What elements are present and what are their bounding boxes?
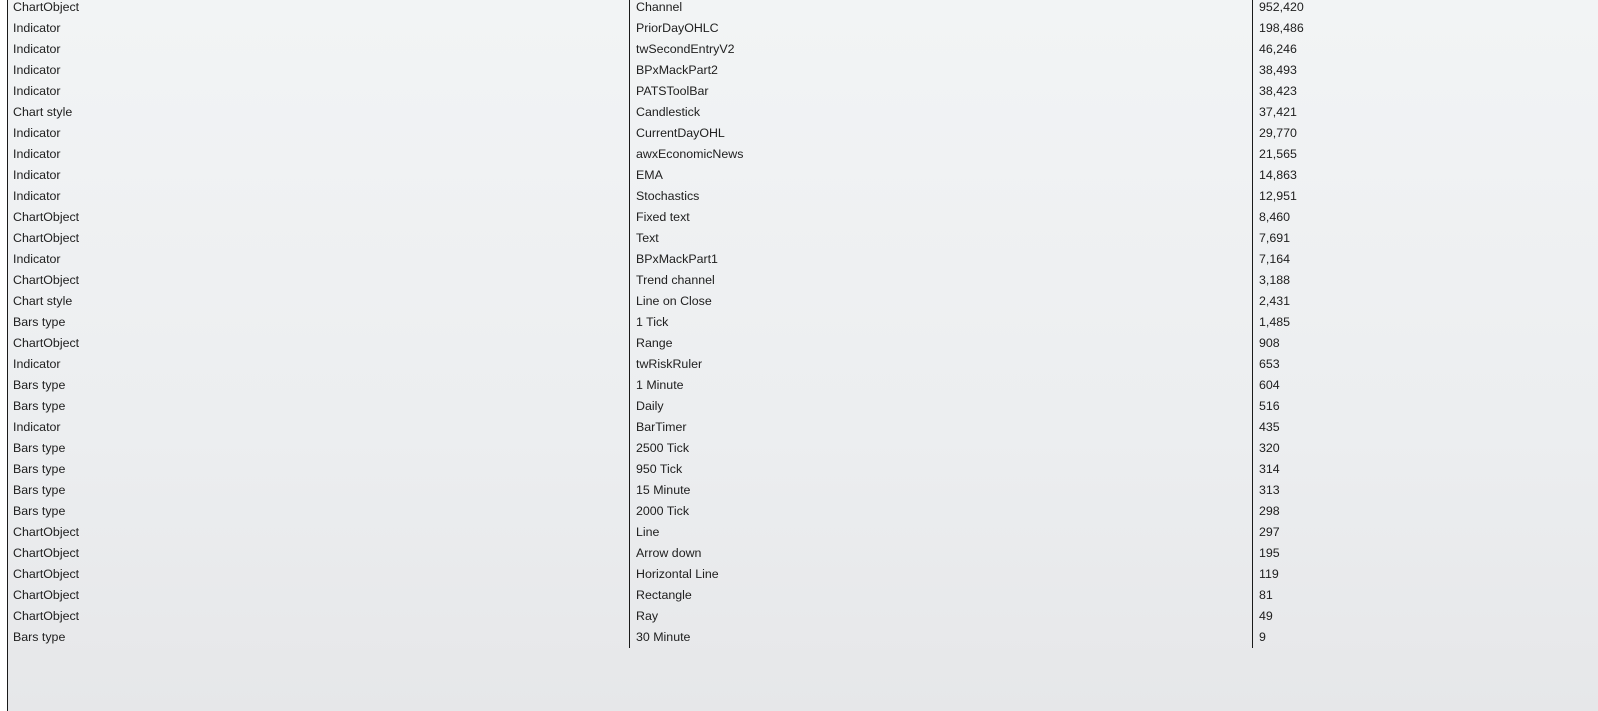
- table-row[interactable]: [8, 501, 1598, 522]
- name-cell: Trend channel: [636, 273, 715, 287]
- type-cell: Indicator: [13, 126, 61, 140]
- type-cell: Indicator: [13, 42, 61, 56]
- count-cell: 119: [1259, 567, 1279, 581]
- count-cell: 1,485: [1259, 315, 1291, 329]
- table-row[interactable]: [8, 18, 1598, 39]
- count-cell: 320: [1259, 441, 1280, 455]
- column-divider-2: [1252, 0, 1253, 648]
- count-cell: 9: [1259, 630, 1266, 644]
- name-cell: 2500 Tick: [636, 441, 690, 455]
- table-row[interactable]: [8, 564, 1598, 585]
- name-cell: 1 Tick: [636, 315, 669, 329]
- type-cell: Chart style: [13, 105, 73, 119]
- count-cell: 297: [1259, 525, 1280, 539]
- table-row[interactable]: [8, 60, 1598, 81]
- type-cell: ChartObject: [13, 210, 80, 224]
- name-cell: Horizontal Line: [636, 567, 719, 581]
- type-cell: Bars type: [13, 462, 66, 476]
- count-cell: 38,493: [1259, 63, 1297, 77]
- count-cell: 14,863: [1259, 168, 1297, 182]
- name-cell: 30 Minute: [636, 630, 691, 644]
- count-cell: 12,951: [1259, 189, 1297, 203]
- count-cell: 908: [1259, 336, 1280, 350]
- table-row[interactable]: [8, 417, 1598, 438]
- table-row[interactable]: [8, 186, 1598, 207]
- type-cell: ChartObject: [13, 231, 80, 245]
- type-cell: ChartObject: [13, 546, 80, 560]
- table-row[interactable]: [8, 627, 1598, 648]
- count-cell: 29,770: [1259, 126, 1297, 140]
- type-cell: ChartObject: [13, 273, 80, 287]
- usage-list-panel[interactable]: [7, 0, 1598, 711]
- table-row[interactable]: [8, 438, 1598, 459]
- name-cell: awxEconomicNews: [636, 147, 744, 161]
- table-row[interactable]: [8, 165, 1598, 186]
- table-row[interactable]: [8, 81, 1598, 102]
- count-cell: 38,423: [1259, 84, 1297, 98]
- table-row[interactable]: [8, 333, 1598, 354]
- type-cell: Bars type: [13, 378, 66, 392]
- count-cell: 516: [1259, 399, 1280, 413]
- name-cell: Text: [636, 231, 659, 245]
- type-cell: ChartObject: [13, 567, 80, 581]
- table-row[interactable]: [8, 249, 1598, 270]
- name-cell: 1 Minute: [636, 378, 684, 392]
- name-cell: Channel: [636, 0, 683, 14]
- count-cell: 7,164: [1259, 252, 1291, 266]
- type-cell: ChartObject: [13, 609, 80, 623]
- type-cell: Bars type: [13, 315, 66, 329]
- table-row[interactable]: [8, 522, 1598, 543]
- count-cell: 49: [1259, 609, 1273, 623]
- count-cell: 7,691: [1259, 231, 1291, 245]
- table-row[interactable]: [8, 459, 1598, 480]
- type-cell: ChartObject: [13, 0, 80, 14]
- table-row[interactable]: [8, 39, 1598, 60]
- table-row[interactable]: [8, 228, 1598, 249]
- type-cell: ChartObject: [13, 336, 80, 350]
- count-cell: 195: [1259, 546, 1280, 560]
- usage-table: [8, 0, 1598, 648]
- count-cell: 81: [1259, 588, 1273, 602]
- type-cell: Bars type: [13, 483, 66, 497]
- count-cell: 2,431: [1259, 294, 1291, 308]
- count-cell: 8,460: [1259, 210, 1291, 224]
- count-cell: 298: [1259, 504, 1280, 518]
- count-cell: 314: [1259, 462, 1280, 476]
- type-cell: Indicator: [13, 63, 61, 77]
- table-row[interactable]: [8, 270, 1598, 291]
- type-cell: Indicator: [13, 420, 61, 434]
- name-cell: Arrow down: [636, 546, 702, 560]
- count-cell: 37,421: [1259, 105, 1297, 119]
- count-cell: 3,188: [1259, 273, 1291, 287]
- name-cell: BarTimer: [636, 420, 687, 434]
- type-cell: Chart style: [13, 294, 73, 308]
- type-cell: Indicator: [13, 84, 61, 98]
- count-cell: 952,420: [1259, 0, 1304, 14]
- table-row[interactable]: [8, 123, 1598, 144]
- table-row[interactable]: [8, 606, 1598, 627]
- table-row[interactable]: [8, 585, 1598, 606]
- table-row[interactable]: [8, 375, 1598, 396]
- table-row[interactable]: [8, 396, 1598, 417]
- name-cell: Line: [636, 525, 660, 539]
- count-cell: 604: [1259, 378, 1280, 392]
- table-row[interactable]: [8, 102, 1598, 123]
- type-cell: Indicator: [13, 252, 61, 266]
- type-cell: Indicator: [13, 168, 61, 182]
- type-cell: Indicator: [13, 357, 61, 371]
- table-row[interactable]: [8, 207, 1598, 228]
- name-cell: twRiskRuler: [636, 357, 703, 371]
- name-cell: Daily: [636, 399, 664, 413]
- name-cell: PATSToolBar: [636, 84, 709, 98]
- type-cell: Bars type: [13, 399, 66, 413]
- type-cell: Bars type: [13, 441, 66, 455]
- name-cell: Range: [636, 336, 673, 350]
- name-cell: twSecondEntryV2: [636, 42, 735, 56]
- type-cell: Bars type: [13, 630, 66, 644]
- table-row[interactable]: [8, 480, 1598, 501]
- table-row[interactable]: [8, 312, 1598, 333]
- count-cell: 313: [1259, 483, 1280, 497]
- type-cell: Indicator: [13, 189, 61, 203]
- type-cell: ChartObject: [13, 525, 80, 539]
- count-cell: 198,486: [1259, 21, 1304, 35]
- name-cell: Fixed text: [636, 210, 690, 224]
- table-row[interactable]: [8, 543, 1598, 564]
- name-cell: BPxMackPart2: [636, 63, 718, 77]
- name-cell: BPxMackPart1: [636, 252, 718, 266]
- name-cell: Rectangle: [636, 588, 692, 602]
- type-cell: Indicator: [13, 147, 61, 161]
- count-cell: 653: [1259, 357, 1280, 371]
- table-row[interactable]: [8, 354, 1598, 375]
- type-cell: Bars type: [13, 504, 66, 518]
- name-cell: Line on Close: [636, 294, 712, 308]
- type-cell: ChartObject: [13, 588, 80, 602]
- column-divider-1: [629, 0, 630, 648]
- name-cell: Candlestick: [636, 105, 701, 119]
- table-row[interactable]: [8, 0, 1598, 18]
- name-cell: Ray: [636, 609, 659, 623]
- name-cell: 950 Tick: [636, 462, 683, 476]
- name-cell: Stochastics: [636, 189, 700, 203]
- name-cell: EMA: [636, 168, 663, 182]
- name-cell: 15 Minute: [636, 483, 691, 497]
- name-cell: CurrentDayOHL: [636, 126, 725, 140]
- count-cell: 21,565: [1259, 147, 1297, 161]
- name-cell: PriorDayOHLC: [636, 21, 719, 35]
- table-row[interactable]: [8, 144, 1598, 165]
- name-cell: 2000 Tick: [636, 504, 690, 518]
- table-row[interactable]: [8, 291, 1598, 312]
- type-cell: Indicator: [13, 21, 61, 35]
- count-cell: 46,246: [1259, 42, 1297, 56]
- count-cell: 435: [1259, 420, 1280, 434]
